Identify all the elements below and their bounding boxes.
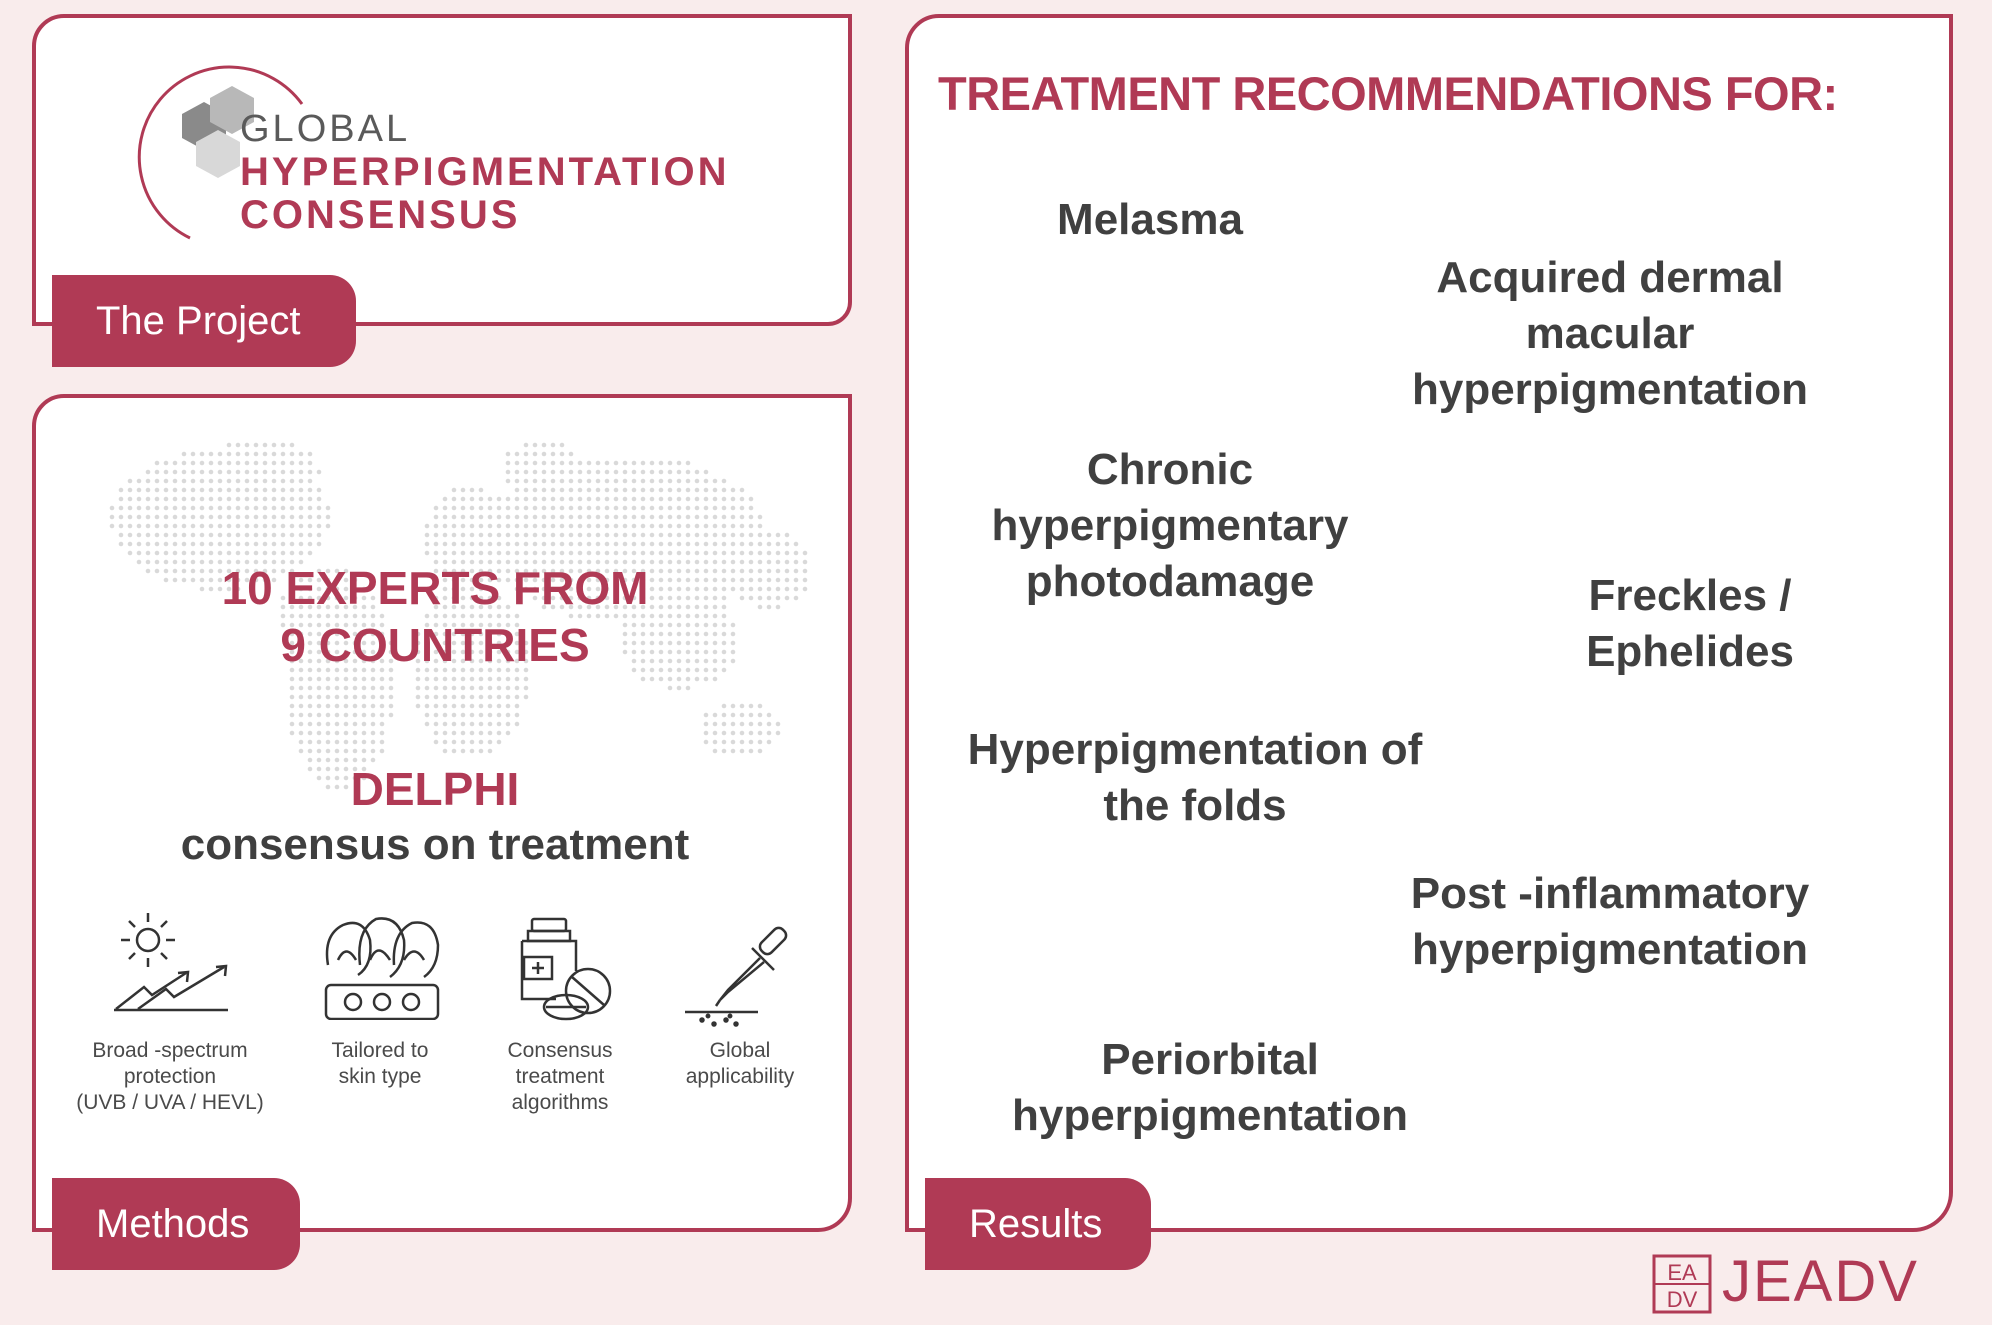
feature-caption-algorithms	[470, 1038, 650, 1116]
experts-heading	[150, 560, 720, 674]
tab-the-project	[52, 275, 356, 367]
logo-global-text: GLOBAL	[240, 108, 411, 150]
result-item-acquired-dermal	[1370, 250, 1850, 418]
result-item-line: Hyperpigmentation of	[967, 725, 1423, 774]
feature-caption-line: protection	[123, 1065, 217, 1088]
result-item-post-inflammatory	[1380, 866, 1840, 978]
jeadv-mark-bottom: DV	[1666, 1287, 1698, 1312]
feature-caption-line: Consensus	[507, 1039, 613, 1062]
feature-caption-line: (UVB / UVA / HEVL)	[76, 1091, 264, 1114]
tab-results	[925, 1178, 1151, 1270]
result-item-line: hyperpigmentary	[991, 501, 1349, 550]
dropper-icon	[680, 920, 810, 1030]
feature-caption-line: treatment	[515, 1065, 605, 1088]
result-item-line: hyperpigmentation	[1411, 925, 1809, 974]
result-item-line: Ephelides	[1586, 627, 1794, 676]
feature-caption-line: skin type	[338, 1065, 422, 1088]
tab-methods	[52, 1178, 300, 1270]
result-item-line: hyperpigmentation	[1011, 1091, 1409, 1140]
jeadv-logo-text: JEADV	[1722, 1249, 1919, 1314]
result-item-folds	[960, 722, 1430, 834]
experts-line-1: 10 EXPERTS FROM	[221, 562, 649, 614]
feature-caption-line: Global	[709, 1039, 771, 1062]
jeadv-logo-mark	[1652, 1254, 1712, 1314]
result-item-line: Post -inflammatory	[1410, 869, 1810, 918]
feature-caption-global	[650, 1038, 830, 1090]
medication-icon	[508, 915, 618, 1025]
result-item-melasma	[1000, 192, 1300, 248]
feature-caption-line: algorithms	[511, 1091, 609, 1114]
result-item-line: Periorbital	[1101, 1035, 1319, 1084]
sun-protection-icon	[108, 905, 238, 1015]
feature-caption-protection	[60, 1038, 280, 1116]
feature-caption-line: Tailored to	[331, 1039, 429, 1062]
result-item-line: Melasma	[1057, 195, 1243, 244]
logo-consensus-text: CONSENSUS	[240, 193, 521, 237]
result-item-line: Freckles /	[1588, 571, 1792, 620]
result-item-line: macular	[1525, 309, 1695, 358]
result-item-line: Acquired dermal	[1436, 253, 1784, 302]
result-item-line: hyperpigmentation	[1411, 365, 1809, 414]
feature-caption-line: Broad -spectrum	[92, 1039, 248, 1062]
consensus-subheading: consensus on treatment	[180, 820, 690, 869]
delphi-heading: DELPHI	[350, 763, 520, 815]
tab-methods-label: Methods	[96, 1201, 250, 1246]
result-item-line: the folds	[1103, 781, 1287, 830]
results-title: TREATMENT RECOMMENDATIONS FOR:	[938, 67, 1838, 120]
tab-results-label: Results	[969, 1201, 1103, 1246]
feature-caption-skin-type	[290, 1038, 470, 1090]
result-item-freckles	[1540, 568, 1840, 680]
feature-caption-line: applicability	[685, 1065, 795, 1088]
result-item-line: photodamage	[1025, 557, 1315, 606]
tab-the-project-label: The Project	[96, 298, 301, 343]
logo-hyperpigmentation-text: HYPERPIGMENTATION	[240, 150, 730, 194]
result-item-line: Chronic	[1086, 445, 1254, 494]
result-item-periorbital	[1000, 1032, 1420, 1144]
experts-line-2: 9 COUNTRIES	[280, 619, 590, 671]
jeadv-mark-top: EA	[1667, 1260, 1697, 1285]
result-item-chronic-photodamage	[950, 442, 1390, 610]
skin-type-icon	[318, 905, 448, 1020]
